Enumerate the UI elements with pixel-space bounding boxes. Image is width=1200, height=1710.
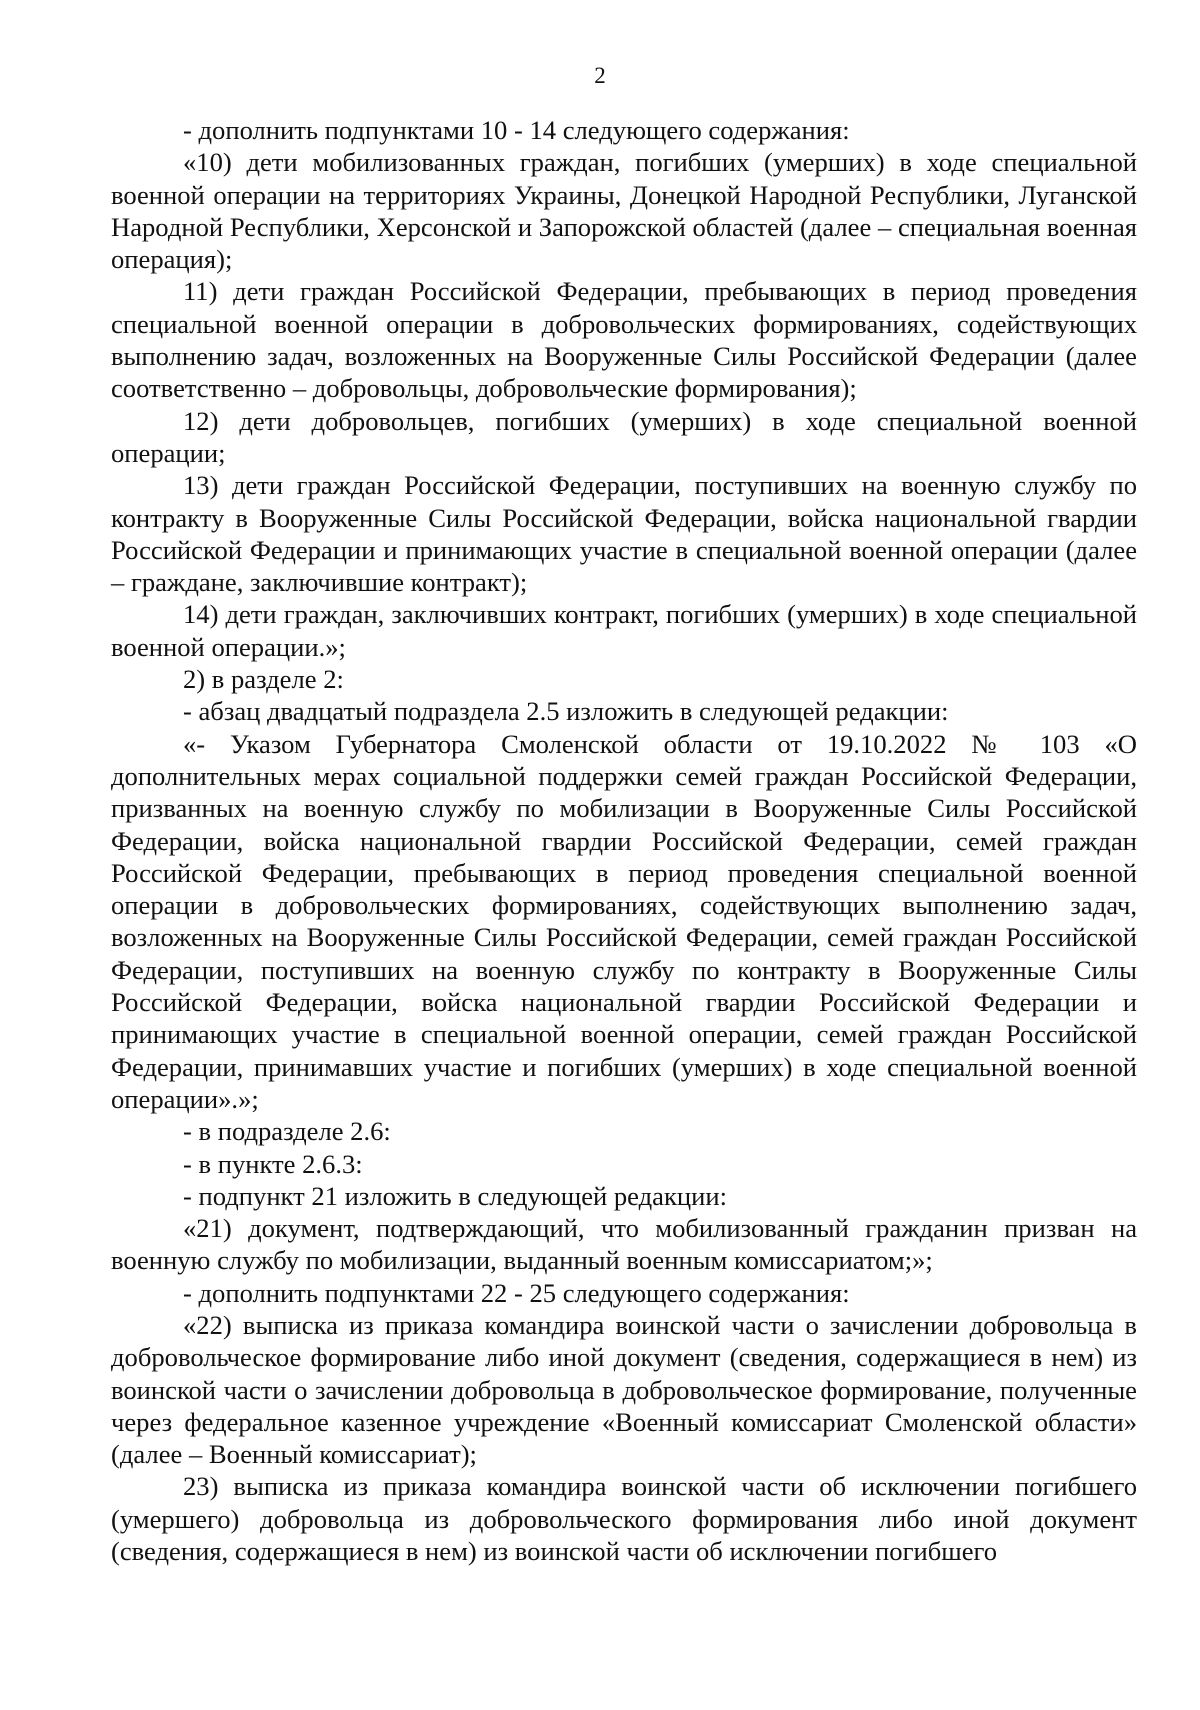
paragraph-subsection-2-5: - абзац двадцатый подраздела 2.5 изложить в следующей редакции: (183, 696, 949, 727)
paragraph-subsection-2-6: - в подразделе 2.6: (183, 1116, 391, 1147)
page-number: 2 (594, 63, 606, 88)
paragraph-subitem-22: «22) выписка из приказа командира воинской части о зачислении добровольца в добровольческое формирование либо иной документ (сведения, содержащиеся в нем) из воинской части о зачислении добровольца в добровольческое формирование, полученные через федеральное казенное учреждение «Военный комиссариат Смоленской области» (далее – Военный комиссариат); (111, 1309, 1137, 1470)
paragraph-subitem-21-intro: - подпункт 21 изложить в следующей редакции: (183, 1180, 727, 1211)
paragraph-intro-10-14: - дополнить подпунктами 10 - 14 следующего содержания: (183, 115, 850, 145)
document-body (111, 114, 1137, 1567)
paragraph-subitem-23: 23) выписка из приказа командира воинской части об исключении погибшего (умершего) добровольца из добровольческого формирования либо иной документ (сведения, содержащиеся в нем) из воинской части об исключении погибшего (111, 1471, 1137, 1567)
paragraph-decree-quote: «- Указом Губернатора Смоленской области от 19.10.2022 № 103 «О дополнительных мерах социальной поддержки семей граждан Российской Федерации, призванных на военную службу по мобилизации в Вооруженные Силы Российской Федерации, войска национальной гвардии Российской Федерации, семей граждан Российской Федерации, пребывающих в период проведения специальной военной операции в добровольческих формированиях, содействующих выполнению задач, возложенных на Вооруженные Силы Российской Федерации, семей граждан Российской Федерации, поступивших на военную службу по контракту в Вооруженные Силы Российской Федерации, войска национальной гвардии Российской Федерации и принимающих участие в специальной военной операции, семей граждан Российской Федерации, принимавших участие и погибших (умерших) в ходе специальной военной операции».»; (111, 728, 1137, 1114)
paragraph-subitem-21: «21) документ, подтверждающий, что мобилизованный гражданин призван на военную службу по мобилизации, выданный военным комиссариатом;»; (111, 1213, 1137, 1276)
paragraph-intro-22-25: - дополнить подпунктами 22 - 25 следующего содержания: (183, 1277, 850, 1308)
paragraph-subitem-14: 14) дети граждан, заключивших контракт, погибших (умерших) в ходе специальной военной операции.»; (111, 599, 1137, 662)
paragraph-item-2-6-3: - в пункте 2.6.3: (183, 1148, 363, 1179)
paragraph-section-2: 2) в разделе 2: (183, 664, 344, 695)
paragraph-subitem-11: 11) дети граждан Российской Федерации, пребывающих в период проведения специальной военной операции в добровольческих формированиях, содействующих выполнению задач, возложенных на Вооруженные Силы Российской Федерации (далее соответственно – добровольцы, добровольческие формирования); (111, 276, 1137, 404)
paragraph-subitem-10: «10) дети мобилизованных граждан, погибших (умерших) в ходе специальной военной операции на территориях Украины, Донецкой Народной Республики, Луганской Народной Республики, Херсонской и Запорожской областей (далее – специальная военная операция); (111, 147, 1137, 275)
paragraph-subitem-12: 12) дети добровольцев, погибших (умерших) в ходе специальной военной операции; (111, 405, 1137, 468)
paragraph-subitem-13: 13) дети граждан Российской Федерации, поступивших на военную службу по контракту в Вооруженные Силы Российской Федерации, войска национальной гвардии Российской Федерации и принимающих участие в специальной военной операции (далее – граждане, заключившие контракт); (111, 470, 1137, 598)
